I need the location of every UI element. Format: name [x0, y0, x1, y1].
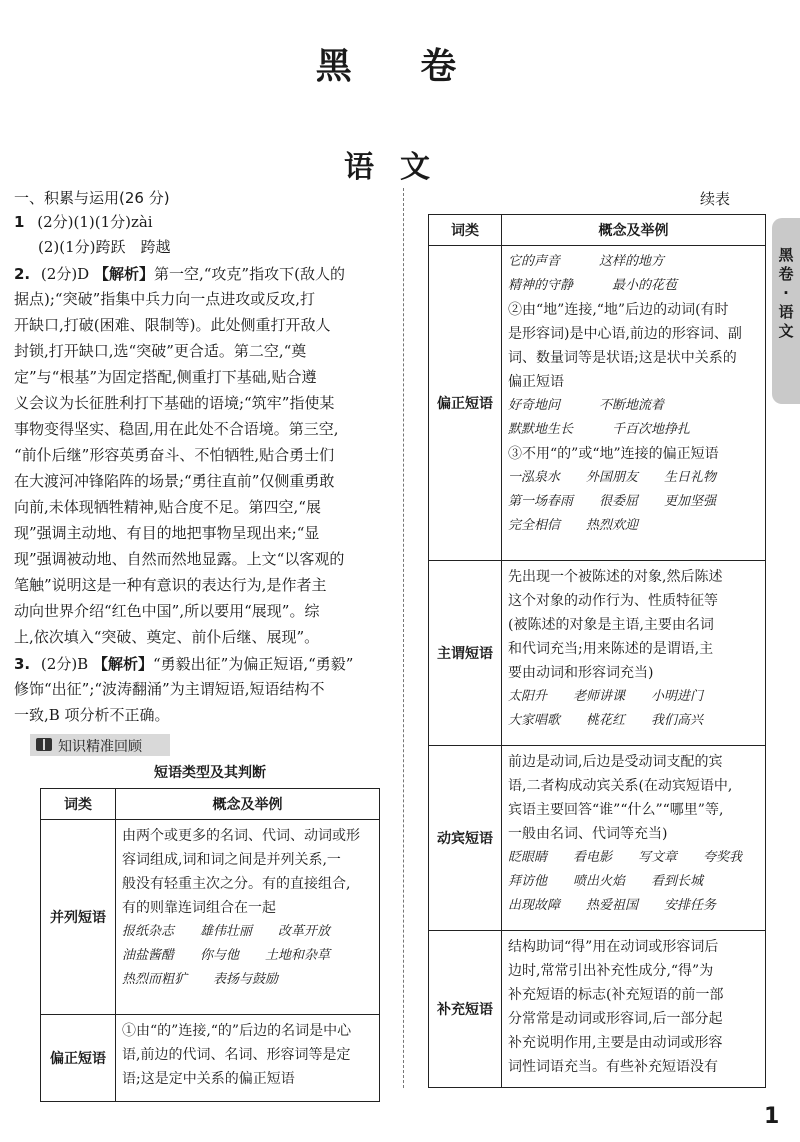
example-line: 拜访他 喷出火焰 看到长城: [508, 874, 704, 889]
concept-cell: [116, 1015, 380, 1102]
side-tab: [772, 218, 800, 404]
concept-line: 容词组成,词和词之间是并列关系,一: [122, 852, 341, 868]
table-row: [429, 746, 766, 931]
subject-title: 语文: [344, 150, 456, 185]
concept-line: 补充短语的标志(补充短语的前一部: [508, 987, 724, 1003]
question-1-line-2: (2)(1分)跨跃 跨越: [38, 238, 171, 256]
question-1-line-1: [14, 210, 390, 235]
question-3-first-text: “勇毅出征”为偏正短语,“勇毅”: [153, 655, 354, 673]
example-line: 出现故障 热爱祖国 安排任务: [508, 898, 717, 913]
example-line: 它的声音 这样的地方: [508, 254, 665, 269]
analysis-line: 现”强调主动地、有目的地把事物呈现出来;“显: [14, 524, 320, 542]
question-2-number: 2.: [14, 265, 31, 283]
phrase-table-right: [428, 214, 766, 1088]
question-2-first-text: 第一空,“攻克”指攻下(敌人的: [154, 265, 345, 283]
table-row: [41, 1015, 380, 1102]
example-line: 热烈而粗犷 表扬与鼓励: [122, 972, 279, 987]
section-heading: 一、积累与运用(26 分): [14, 189, 170, 207]
concept-cell: [502, 746, 766, 931]
concept-line: ②由“地”连接,“地”后边的动词(有时: [508, 302, 729, 318]
analysis-line: 笔触”说明这是一种有意识的表达行为,是作者主: [14, 576, 327, 594]
concept-line: 边时,常常引出补充性成分,“得”为: [508, 963, 714, 979]
table-header-row: [41, 789, 380, 820]
concept-line: 词性词语充当。有些补充短语没有: [508, 1059, 718, 1075]
concept-line: 有的则靠连词组合在一起: [122, 900, 276, 916]
concept-line: 是形容词)是中心语,前边的形容词、副: [508, 326, 742, 342]
question-3-first-line: [14, 652, 390, 677]
analysis-line: 一致,B 项分析不正确。: [14, 706, 170, 724]
category-cell: 动宾短语: [429, 746, 502, 931]
concept-line: 由两个或更多的名词、代词、动词或形: [122, 828, 360, 844]
question-3-analysis-tag: 【解析】: [92, 655, 153, 673]
concept-line: 语,前边的代词、名词、形容词等是定: [122, 1047, 351, 1063]
book-title: 黑 卷: [315, 46, 485, 87]
concept-cell: [502, 931, 766, 1088]
concept-line: 语;这是定中关系的偏正短语: [122, 1071, 295, 1087]
analysis-line: 动向世界介绍“红色中国”,所以要用“展现”。综: [14, 602, 320, 620]
question-3-analysis: [14, 677, 390, 729]
knowledge-review-banner: [30, 734, 170, 756]
column-divider: [403, 188, 404, 1088]
analysis-line: 上,依次填入“突破、奠定、前仆后继、展现”。: [14, 628, 320, 646]
question-2-first-line: [14, 262, 390, 287]
header-concept: 概念及举例: [116, 789, 380, 820]
example-line: 默默地生长 千百次地挣扎: [508, 422, 691, 437]
concept-line: 和代词充当;用来陈述的是谓语,主: [508, 641, 714, 657]
concept-line: 补充说明作用,主要是由动词或形容: [508, 1035, 723, 1051]
concept-line: ①由“的”连接,“的”后边的名词是中心: [122, 1023, 352, 1039]
category-cell: 并列短语: [41, 820, 116, 1015]
example-line: 好奇地问 不断地流着: [508, 398, 665, 413]
example-line: 报纸杂志 雄伟壮丽 改革开放: [122, 924, 331, 939]
concept-line: 先出现一个被陈述的对象,然后陈述: [508, 569, 723, 585]
analysis-line: 据点);“突破”指集中兵力向一点进攻或反攻,打: [14, 290, 316, 308]
analysis-line: 封锁,打开缺口,选“突破”更合适。第二空,“奠: [14, 342, 307, 360]
concept-line: 要由动词和形容词充当): [508, 665, 654, 681]
analysis-line: 事物变得坚实、稳固,用在此处不合语境。第三空,: [14, 420, 339, 438]
concept-line: 分常常是动词或形容词,后一部分起: [508, 1011, 723, 1027]
concept-cell: [502, 561, 766, 746]
question-1-answer: (2分)(1)(1分)zài: [37, 213, 153, 231]
analysis-line: 在大渡河冲锋陷阵的场景;“勇往直前”仅侧重勇敢: [14, 472, 335, 490]
analysis-line: “前仆后继”形容英勇奋斗、不怕牺牲,贴合勇士们: [14, 446, 335, 464]
analysis-line: 现”强调被动地、自然而然地显露。上文“以客观的: [14, 550, 345, 568]
concept-line: 这个对象的动作行为、性质特征等: [508, 593, 718, 609]
table-row: [429, 246, 766, 561]
question-2-analysis: [14, 287, 390, 651]
table-header-row: [429, 215, 766, 246]
concept-line: 前边是动词,后边是受动词支配的宾: [508, 754, 723, 770]
category-cell: 主谓短语: [429, 561, 502, 746]
example-line: 太阳升 老师讲课 小明进门: [508, 689, 704, 704]
example-line: 精神的守静 最小的花苞: [508, 278, 678, 293]
category-cell: 偏正短语: [41, 1015, 116, 1102]
concept-line: ③不用“的”或“地”连接的偏正短语: [508, 446, 719, 462]
analysis-line: 开缺口,打破(困难、限制等)。此处侧重打开敌人: [14, 316, 331, 334]
example-line: 一泓泉水 外国朋友 生日礼物: [508, 470, 717, 485]
example-line: 眨眼睛 看电影 写文章 夸奖我: [508, 850, 743, 865]
table-row: [429, 561, 766, 746]
header-concept: 概念及举例: [502, 215, 766, 246]
category-cell: 偏正短语: [429, 246, 502, 561]
concept-line: 偏正短语: [508, 374, 564, 390]
header-category: 词类: [429, 215, 502, 246]
continued-label: 续表: [700, 190, 731, 208]
question-2-analysis-tag: 【解析】: [93, 265, 154, 283]
analysis-line: 定”与“根基”为固定搭配,侧重打下基础,贴合遵: [14, 368, 317, 386]
table-row: [41, 820, 380, 1015]
header-category: 词类: [41, 789, 116, 820]
analysis-line: 修饰“出征”;“波涛翻涌”为主谓短语,短语结构不: [14, 680, 325, 698]
phrase-table-left: [40, 788, 380, 1102]
question-1-number: 1: [14, 213, 25, 231]
knowledge-review-label: 知识精准回顾: [58, 739, 142, 755]
concept-line: (被陈述的对象是主语,主要由名词: [508, 617, 714, 633]
table-row: [429, 931, 766, 1088]
category-cell: 补充短语: [429, 931, 502, 1088]
concept-cell: [116, 820, 380, 1015]
question-2-answer: (2分)D: [40, 265, 90, 283]
question-3-number: 3.: [14, 655, 31, 673]
book-icon: [36, 738, 52, 751]
question-3-answer: (2分)B: [40, 655, 89, 673]
side-tab-label: 黑卷·语文: [778, 246, 794, 340]
example-line: 大家唱歌 桃花红 我们高兴: [508, 713, 704, 728]
analysis-line: 向前,未体现牺牲精神,贴合度不足。第四空,“展: [14, 498, 321, 516]
concept-line: 语,二者构成动宾关系(在动宾短语中,: [508, 778, 733, 794]
analysis-line: 义会议为长征胜利打下基础的语境;“筑牢”指使某: [14, 394, 335, 412]
concept-line: 般没有轻重主次之分。有的直接组合,: [122, 876, 351, 892]
concept-line: 结构助词“得”用在动词或形容词后: [508, 939, 719, 955]
concept-line: 一般由名词、代词等充当): [508, 826, 668, 842]
example-line: 油盐酱醋 你与他 土地和杂草: [122, 948, 331, 963]
example-line: 第一场春雨 很委屈 更加坚强: [508, 494, 717, 509]
table-caption: 短语类型及其判断: [154, 765, 266, 781]
example-line: 完全相信 热烈欢迎: [508, 518, 639, 533]
page-number: 1: [764, 1104, 780, 1129]
concept-line: 宾语主要回答“谁”“什么”“哪里”等,: [508, 802, 724, 818]
concept-line: 词、数量词等是状语;这是状中关系的: [508, 350, 737, 366]
concept-cell: [502, 246, 766, 561]
